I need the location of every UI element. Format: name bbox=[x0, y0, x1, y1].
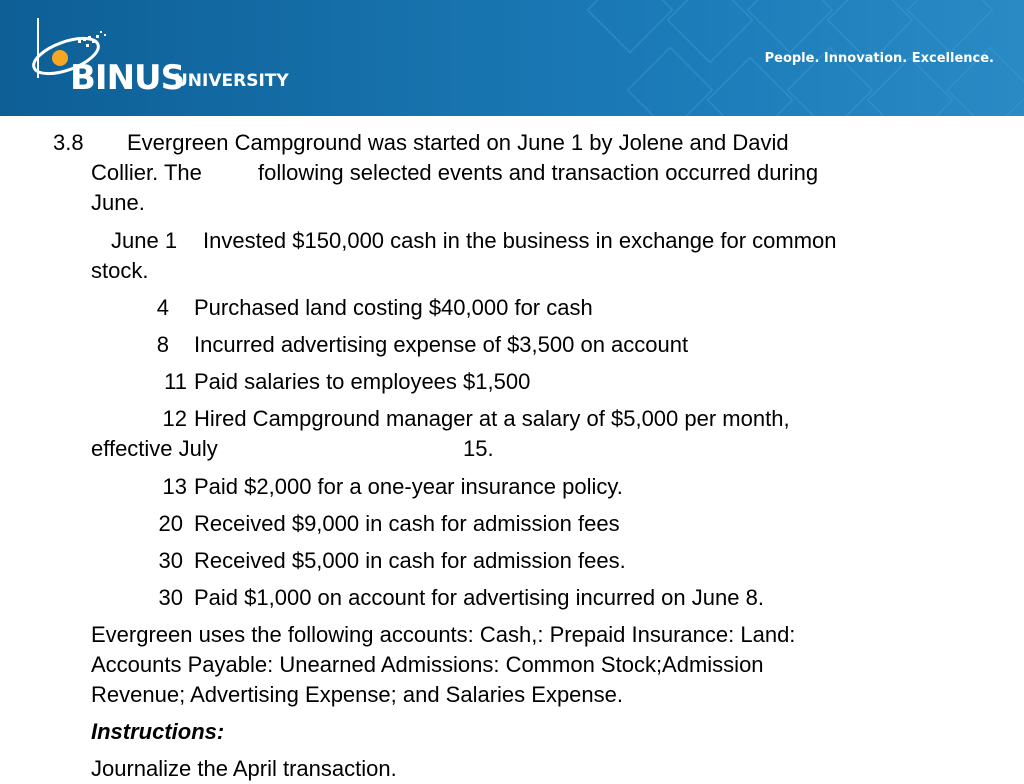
event-day: 11 bbox=[164, 369, 187, 394]
tagline: People. Innovation. Excellence. bbox=[764, 51, 994, 66]
event-text: Paid $2,000 for a one-year insurance policy. bbox=[194, 474, 623, 499]
event-day: 30 bbox=[158, 548, 183, 573]
intro-line-2a: Collier. The bbox=[91, 160, 202, 185]
event-text: Incurred advertising expense of $3,500 on account bbox=[194, 332, 689, 357]
event-day: 8 bbox=[156, 332, 169, 357]
event-day: 12 bbox=[162, 406, 187, 431]
event-text: Received $9,000 in cash for admission fees bbox=[194, 511, 620, 536]
binus-logo bbox=[26, 18, 296, 102]
logo-sub-text: UNIVERSITY bbox=[174, 71, 289, 91]
event-12-continuation-b: 15. bbox=[463, 436, 494, 461]
event-12-continuation-a: effective July bbox=[91, 436, 218, 461]
event-day: 13 bbox=[162, 474, 187, 499]
june1-text: Invested $150,000 cash in the business in exchange for common bbox=[203, 228, 837, 253]
event-text: Paid salaries to employees $1,500 bbox=[194, 369, 531, 394]
intro-line-2b: following selected events and transaction occurred during bbox=[258, 160, 819, 185]
event-text: Paid $1,000 on account for advertising incurred on June 8. bbox=[194, 585, 764, 610]
event-text: Received $5,000 in cash for admission fees. bbox=[194, 548, 626, 573]
event-day: 4 bbox=[156, 295, 169, 320]
event-day: 30 bbox=[158, 585, 183, 610]
june1-prefix: June 1 bbox=[111, 228, 178, 253]
instructions-label: Instructions: bbox=[91, 719, 225, 744]
june1-continuation: stock. bbox=[91, 258, 149, 283]
event-text: Hired Campground manager at a salary of $5,000 per month, bbox=[194, 406, 790, 431]
accounts-line-2: Accounts Payable: Unearned Admissions: Common Stock;Admission bbox=[91, 652, 764, 677]
accounts-line-3: Revenue; Advertising Expense; and Salaries Expense. bbox=[91, 682, 623, 707]
intro-line-3: June. bbox=[91, 190, 145, 215]
instructions-text: Journalize the April transaction. bbox=[91, 756, 397, 781]
event-text: Purchased land costing $40,000 for cash bbox=[194, 295, 593, 320]
header-banner bbox=[0, 0, 1024, 116]
intro-line-1: Evergreen Campground was started on June 1 by Jolene and David bbox=[127, 130, 789, 155]
event-day: 20 bbox=[158, 511, 183, 536]
accounts-line-1: Evergreen uses the following accounts: Cash,: Prepaid Insurance: Land: bbox=[91, 622, 796, 647]
problem-number: 3.8 bbox=[53, 130, 84, 155]
logo-main-text: BINUS bbox=[70, 58, 185, 98]
